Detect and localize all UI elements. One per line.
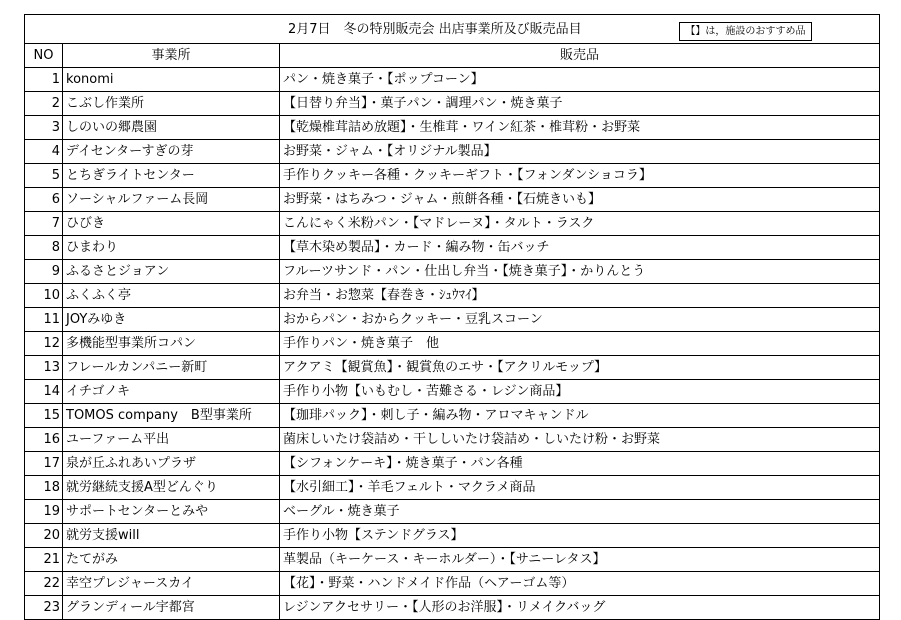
- row-products: 【珈琲パック】・刺し子・編み物・アロマキャンドル: [280, 404, 880, 428]
- row-products: 手作り小物【いもむし・苦難さる・レジン商品】: [280, 380, 880, 404]
- row-products: 【水引細工】・羊毛フェルト・マクラメ商品: [280, 476, 880, 500]
- row-products: 【草木染め製品】・カード・編み物・缶バッチ: [280, 236, 880, 260]
- row-products: レジンアクセサリー・【人形のお洋服】・リメイクバッグ: [280, 596, 880, 620]
- row-no: 17: [25, 452, 63, 476]
- row-business: ふくふく亭: [63, 284, 280, 308]
- table-row: [25, 476, 880, 500]
- row-business: ひまわり: [63, 236, 280, 260]
- row-business: JOYみゆき: [63, 308, 280, 332]
- table-row: [25, 116, 880, 140]
- row-no: 6: [25, 188, 63, 212]
- row-products: パン・焼き菓子・【ポップコーン】: [280, 68, 880, 92]
- row-products: 革製品（キーケース・キーホルダー）・【サニーレタス】: [280, 548, 880, 572]
- row-business: とちぎライトセンター: [63, 164, 280, 188]
- row-no: 18: [25, 476, 63, 500]
- row-products: ベーグル・焼き菓子: [280, 500, 880, 524]
- spreadsheet: [24, 14, 879, 620]
- table-row: [25, 332, 880, 356]
- table-row: [25, 92, 880, 116]
- table-row: [25, 356, 880, 380]
- row-products: 手作り小物【ステンドグラス】: [280, 524, 880, 548]
- row-business: ふるさとジョアン: [63, 260, 280, 284]
- row-products: お野菜・ジャム・【オリジナル製品】: [280, 140, 880, 164]
- row-products: 【日替り弁当】・菓子パン・調理パン・焼き菓子: [280, 92, 880, 116]
- table-row: [25, 524, 880, 548]
- row-no: 21: [25, 548, 63, 572]
- row-no: 14: [25, 380, 63, 404]
- title-row: [25, 15, 880, 44]
- row-business: TOMOS company B型事業所: [63, 404, 280, 428]
- row-products: 手作りパン・焼き菓子 他: [280, 332, 880, 356]
- row-products: フルーツサンド・パン・仕出し弁当・【焼き菓子】・かりんとう: [280, 260, 880, 284]
- row-no: 4: [25, 140, 63, 164]
- row-no: 8: [25, 236, 63, 260]
- row-no: 23: [25, 596, 63, 620]
- row-products: こんにゃく米粉パン・【マドレーヌ】・タルト・ラスク: [280, 212, 880, 236]
- row-no: 22: [25, 572, 63, 596]
- table-row: [25, 188, 880, 212]
- row-no: 7: [25, 212, 63, 236]
- row-no: 19: [25, 500, 63, 524]
- row-business: ひびき: [63, 212, 280, 236]
- row-business: ユーファーム平出: [63, 428, 280, 452]
- row-business: イチゴノキ: [63, 380, 280, 404]
- row-products: お野菜・はちみつ・ジャム・煎餅各種・【石焼きいも】: [280, 188, 880, 212]
- row-business: 幸空プレジャースカイ: [63, 572, 280, 596]
- header-products: 販売品: [280, 44, 880, 68]
- recommendation-note: 【】は，施設のおすすめ品: [679, 22, 812, 41]
- row-business: 泉が丘ふれあいプラザ: [63, 452, 280, 476]
- table-row: [25, 284, 880, 308]
- table-row: [25, 140, 880, 164]
- row-no: 11: [25, 308, 63, 332]
- vendor-table: [24, 14, 880, 620]
- row-business: 多機能型事業所コパン: [63, 332, 280, 356]
- table-row: [25, 236, 880, 260]
- row-products: 手作りクッキー各種・クッキーギフト・【フォンダンショコラ】: [280, 164, 880, 188]
- row-no: 3: [25, 116, 63, 140]
- table-row: [25, 164, 880, 188]
- row-business: デイセンターすぎの芽: [63, 140, 280, 164]
- row-business: フレールカンパニー新町: [63, 356, 280, 380]
- row-no: 13: [25, 356, 63, 380]
- row-no: 12: [25, 332, 63, 356]
- row-business: 就労継続支援A型どんぐり: [63, 476, 280, 500]
- row-no: 2: [25, 92, 63, 116]
- table-row: [25, 548, 880, 572]
- table-row: [25, 212, 880, 236]
- row-products: 菌床しいたけ袋詰め・干ししいたけ袋詰め・しいたけ粉・お野菜: [280, 428, 880, 452]
- table-row: [25, 572, 880, 596]
- row-products: 【花】・野菜・ハンドメイド作品（ヘアーゴム等）: [280, 572, 880, 596]
- row-business: こぶし作業所: [63, 92, 280, 116]
- row-business: 就労支援will: [63, 524, 280, 548]
- row-products: 【乾燥椎茸詰め放題】・生椎茸・ワイン紅茶・椎茸粉・お野菜: [280, 116, 880, 140]
- row-no: 9: [25, 260, 63, 284]
- row-business: たてがみ: [63, 548, 280, 572]
- row-business: グランディール宇都宮: [63, 596, 280, 620]
- header-row: [25, 44, 880, 68]
- header-no: NO: [25, 44, 63, 68]
- row-no: 20: [25, 524, 63, 548]
- table-row: [25, 260, 880, 284]
- table-row: [25, 428, 880, 452]
- row-business: しのいの郷農園: [63, 116, 280, 140]
- row-products: アクアミ【観賞魚】・観賞魚のエサ・【アクリルモップ】: [280, 356, 880, 380]
- table-row: [25, 68, 880, 92]
- row-no: 16: [25, 428, 63, 452]
- row-no: 10: [25, 284, 63, 308]
- row-no: 5: [25, 164, 63, 188]
- row-no: 15: [25, 404, 63, 428]
- table-row: [25, 596, 880, 620]
- table-row: [25, 452, 880, 476]
- row-products: お弁当・お惣菜【春巻き・ｼｭｳﾏｲ】: [280, 284, 880, 308]
- row-business: サポートセンターとみや: [63, 500, 280, 524]
- table-row: [25, 404, 880, 428]
- row-products: 【シフォンケーキ】・焼き菓子・パン各種: [280, 452, 880, 476]
- row-no: 1: [25, 68, 63, 92]
- row-business: ソーシャルファーム長岡: [63, 188, 280, 212]
- header-business: 事業所: [63, 44, 280, 68]
- page-title: 2月7日 冬の特別販売会 出店事業所及び販売品目: [288, 22, 582, 37]
- row-business: konomi: [63, 68, 280, 92]
- table-row: [25, 500, 880, 524]
- table-row: [25, 380, 880, 404]
- table-row: [25, 308, 880, 332]
- row-products: おからパン・おからクッキー・豆乳スコーン: [280, 308, 880, 332]
